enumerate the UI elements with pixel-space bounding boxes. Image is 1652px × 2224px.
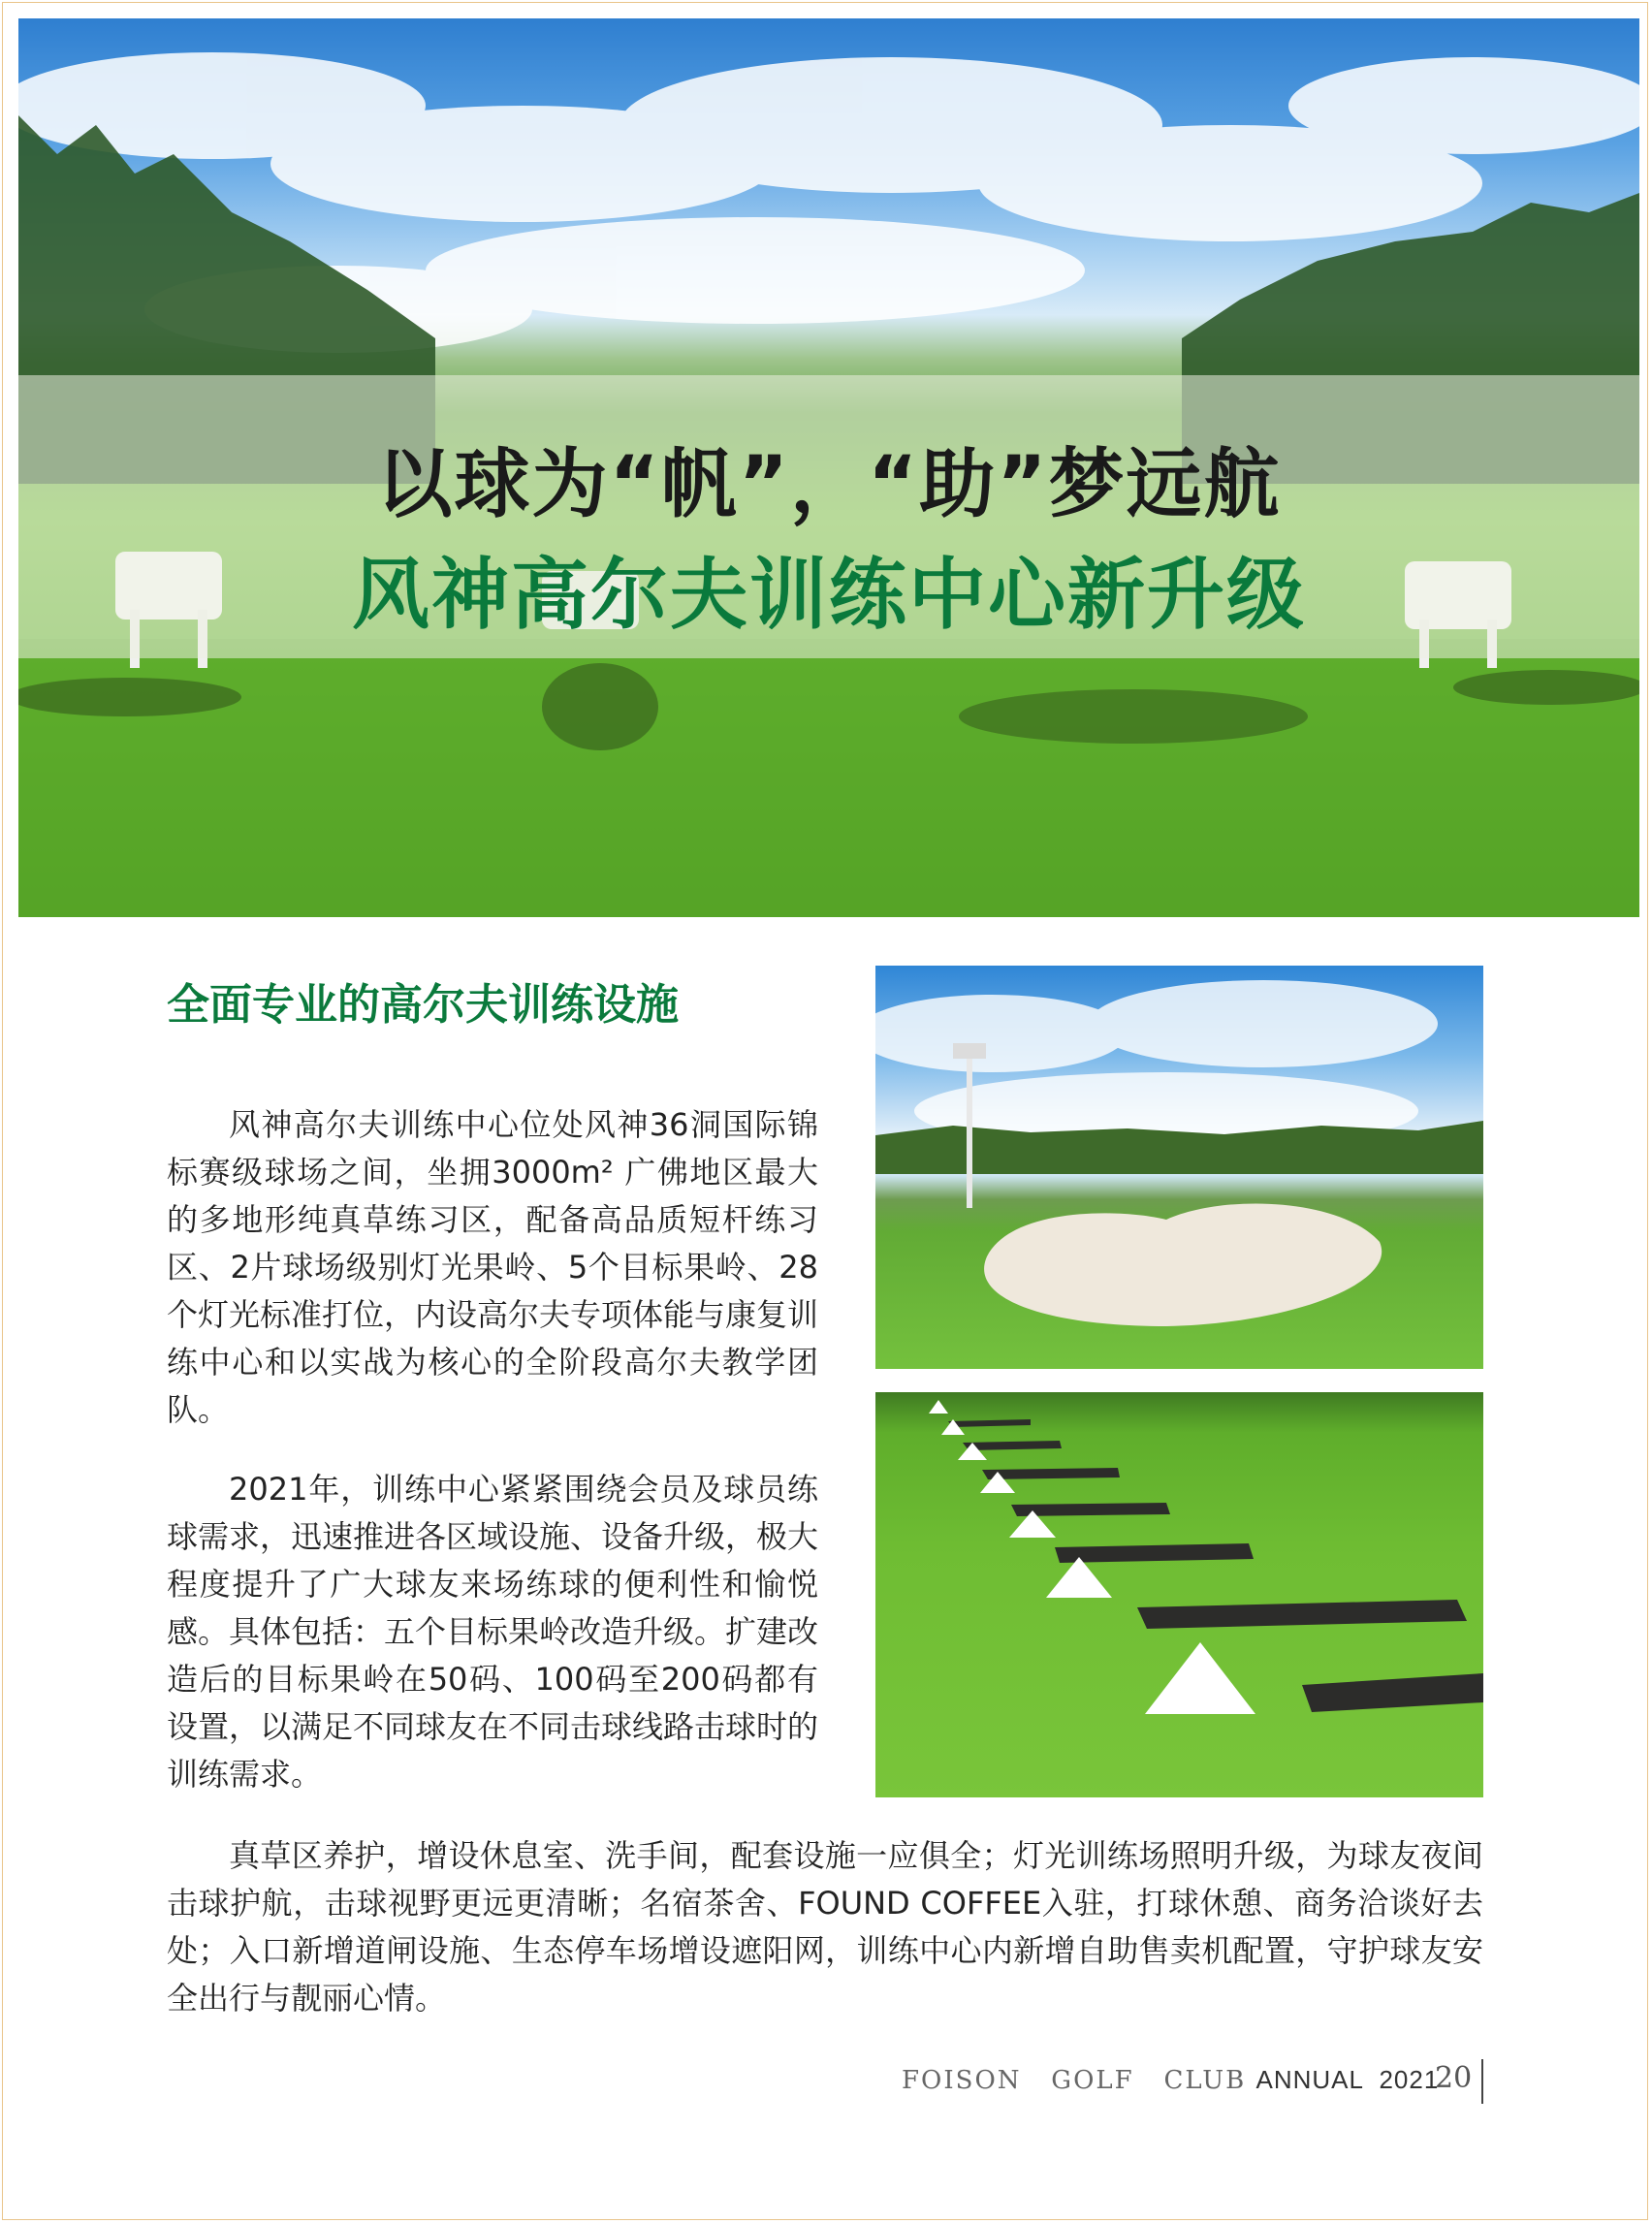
chair-shadow [959, 689, 1308, 744]
sand-bunker [984, 1203, 1382, 1326]
paragraph-2: 2021年，训练中心紧紧围绕会员及球员练球需求，迅速推进各区域设施、设备升级，极大程度提升了广大球友来场练球的便利性和愉悦感。具体包括：五个目标果岭改造升级。扩建改造后的目标果岭在50码、100码至200码都有设置，以满足不同球友在不同击球线路击球时的训练需求。 [167, 1471, 819, 1793]
hero-title-line2: 风神高尔夫训练中心新升级 [352, 550, 1306, 640]
footer-label [902, 2065, 1439, 2095]
light-pole [967, 1053, 972, 1208]
hero-image [18, 18, 1639, 917]
footer-annual: ANNUAL 2021 [1255, 2065, 1440, 2094]
paragraph-1: 风神高尔夫训练中心位处风神36洞国际锦标赛级球场之间，坐拥3000m² 广佛地区最大的多地形纯真草练习区，配备高品质短杆练习区、2片球场级别灯光果岭、5个目标果岭、28个灯光标准打位，内设高尔夫专项体能与康复训练中心和以实战为核心的全阶段高尔夫教学团队。 [167, 1106, 819, 1428]
page-number-rule [1481, 2059, 1483, 2104]
range-scene [875, 1392, 1483, 1797]
paragraph-3: 真草区养护，增设休息室、洗手间，配套设施一应俱全；灯光训练场照明升级，为球友夜间击球护航，击球视野更远更清晰；名宿茶舍、FOUND COFFEE入驻，打球休憩、商务洽谈好去处；入口新增道闸设施、生态停车场增设遮阳网，训练中心内新增自助售卖机配置，守护球友安全出行与靓丽心情。 [167, 1837, 1483, 2017]
page-number: 20 [1435, 2061, 1473, 2095]
lawn [18, 639, 1639, 917]
bunker-photo [875, 966, 1483, 1369]
section-heading: 全面专业的高尔夫训练设施 [167, 980, 679, 1030]
footer-club-name: FOISON GOLF CLUB [902, 2066, 1247, 2095]
bunker-scene [875, 966, 1483, 1369]
hero-title-line1: 以球为“帆”，“助”梦远航 [376, 441, 1282, 528]
driving-range-photo [875, 1392, 1483, 1797]
